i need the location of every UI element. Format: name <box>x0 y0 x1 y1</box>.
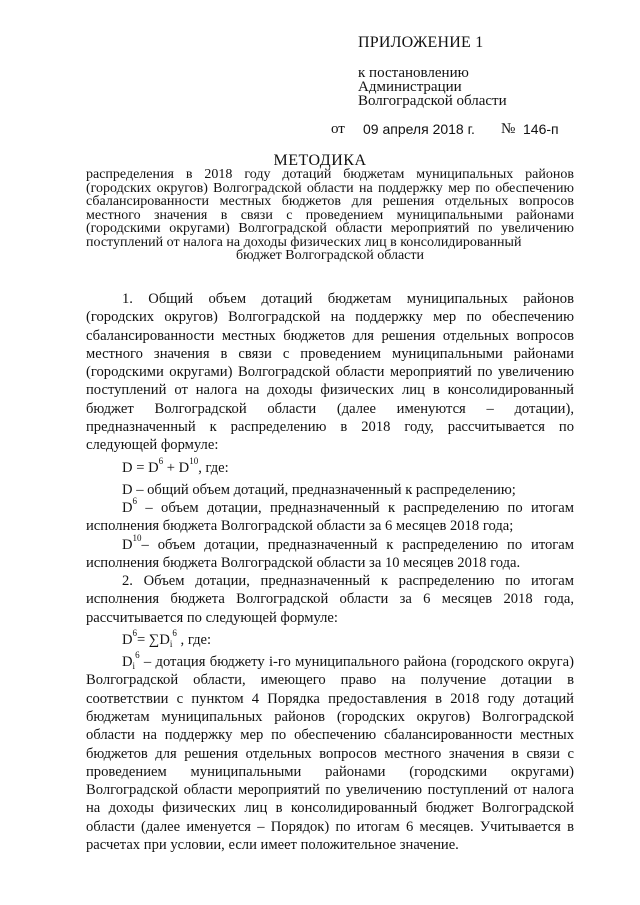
formula-d6-lhs: D <box>122 632 133 649</box>
d10-sup: 10 <box>132 532 142 543</box>
definition-d10 <box>86 532 574 573</box>
formula-d6 <box>86 627 574 653</box>
paragraph-2: 2. Объем дотации, предназначенный к распределению по итогам исполнения бюджета Волгоградской области за 6 месяцев 2018 года, рассчитывается по следующей формуле: <box>86 573 574 626</box>
d10-text: – объем дотации, предназначенный к распределению по итогам исполнения бюджета Волгоградской области за 10 месяцев 2018 года. <box>86 536 574 571</box>
subtitle-text: распределения в 2018 году дотаций бюджетам муниципальных районов (городских округов) Волгоградской области на поддержку мер по обеспечению сбалансированности местных бюджетов для решения отдельных вопросов местного значения в связи с проведением муниципальными районами (городскими округами) Волгоградской области мероприятий по увеличению поступлений от налога на доходы физических лиц в консолидированный <box>86 167 574 250</box>
appendix-header <box>358 36 598 108</box>
appendix-title: ПРИЛОЖЕНИЕ 1 <box>358 34 484 51</box>
decree-date: 09 апреля 2018 г. <box>363 121 475 137</box>
decree-number: 146-п <box>523 121 559 137</box>
formula-total-sup-6: 6 <box>158 455 164 466</box>
di6-sup: 6 <box>135 650 140 661</box>
document-subtitle <box>86 168 574 263</box>
definition-d: D – общий объем дотаций, предназначенный к распределению; <box>122 481 516 498</box>
d6-symbol: D <box>122 499 133 516</box>
formula-d6-sup-i: 6 <box>172 628 177 639</box>
formula-total <box>86 455 574 481</box>
di6-sub: i <box>132 661 136 672</box>
subtitle-last-line: бюджет Волгоградской области <box>235 248 425 263</box>
formula-d6-sum: = ∑D <box>137 632 170 649</box>
formula-total-lhs: D = D <box>122 459 159 476</box>
document-body <box>86 290 574 854</box>
definition-di6 <box>86 650 574 854</box>
number-label: № <box>501 121 516 137</box>
formula-d6-sub-i: i <box>169 639 173 650</box>
appendix-line-3: Волгоградской области <box>358 93 507 109</box>
formula-total-sup-10: 10 <box>189 455 199 466</box>
formula-total-tail: , где: <box>198 459 229 476</box>
d6-text: – объем дотации, предназначенный к распределению по итогам исполнения бюджета Волгоградской области за 6 месяцев 2018 года; <box>86 499 574 535</box>
d6-sup: 6 <box>132 495 138 506</box>
di6-symbol: D <box>122 654 133 671</box>
definition-d6 <box>86 495 574 536</box>
formula-total-plus: + D <box>163 459 190 476</box>
paragraph-1: 1. Общий объем дотаций бюджетам муниципальных районов (городских округов) Волгоградской на поддержку мер по обеспечению сбалансированности местных бюджетов для решения отдельных вопросов местного значения в связи с проведением муниципальными районами (городскими округами) Волгоградской области мероприятий по увеличению поступлений от налога на доходы физических лиц в консолидированный бюджет Волгоградской области (далее именуются – дотации), предназначенный к распределению в 2018 году, рассчитывается по следующей формуле: <box>86 291 574 454</box>
document-title: МЕТОДИКА <box>273 152 367 169</box>
formula-d6-sup: 6 <box>132 628 138 639</box>
date-prefix: от <box>331 121 345 137</box>
d10-symbol: D <box>122 536 133 553</box>
appendix-line-1: к постановлению <box>358 65 469 81</box>
appendix-line-2: Администрации <box>358 79 462 95</box>
di6-text: – дотация бюджету i-го муниципального района (городского округа) Волгоградской области, имеющего право на получение дотации в соответствии с пунктом 4 Порядка предоставления в 2018 году дотаций бюджетам муниципальных районов (городских округов) Волгоградской области на поддержку мер по обеспечению сбалансированности местных бюджетов для решения отдельных вопросов местного значения в связи с проведением муниципальными районами (городскими округами) Волгоградской области мероприятий по увеличению поступлений от налога на доходы физических лиц в консолидированный бюджет Волгоградской области (далее именуется – Порядок) по итогам 6 месяцев. Учитывается в расчетах при условии, если имеет положительное значение. <box>86 654 574 854</box>
formula-d6-tail: , где: <box>176 632 212 649</box>
